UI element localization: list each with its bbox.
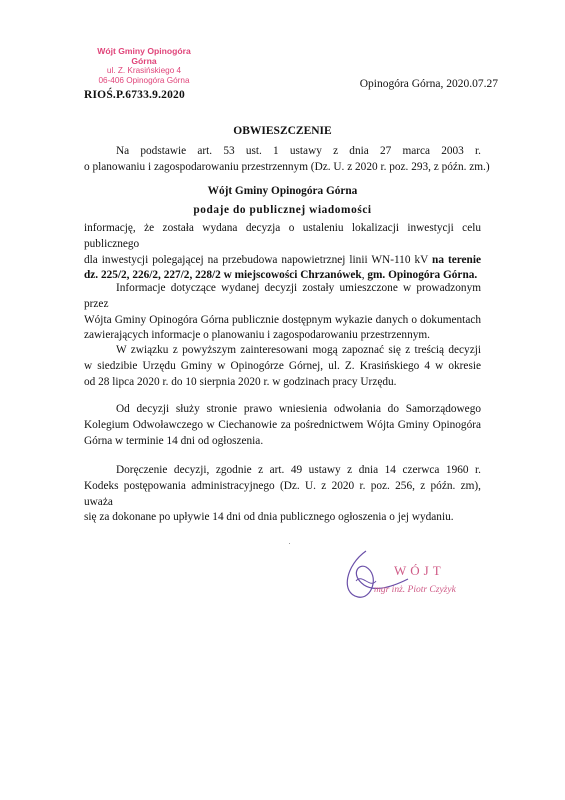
stamp-line: Wójt Gminy Opinogóra Górna bbox=[97, 46, 191, 66]
municipality-stamp bbox=[84, 47, 204, 85]
intro-paragraph bbox=[84, 144, 490, 176]
signature-block bbox=[336, 545, 496, 615]
stamp-line: ul. Z. Krasińskiego 4 bbox=[106, 66, 182, 76]
announcement-heading: podaje do publicznej wiadomości bbox=[193, 204, 372, 216]
paragraph-decision bbox=[84, 221, 481, 284]
text-span-bold: gm. Opinogóra Górna. bbox=[367, 269, 478, 282]
document-title: OBWIESZCZENIE bbox=[233, 125, 332, 137]
text-line: Kodeks postępowania administracyjnego (Dz. U. z 2020 r. poz. 256, z późn. zm), uważa bbox=[84, 479, 481, 508]
handwritten-signature bbox=[336, 545, 496, 615]
text-line: od 28 lipca 2020 r. do 10 sierpnia 2020 r. w godzinach pracy Urzędu. bbox=[84, 375, 397, 388]
stamp-line: 06-406 Opinogóra Górna bbox=[98, 75, 190, 85]
case-number: RIOŚ.P.6733.9.2020 bbox=[84, 89, 185, 101]
text-line bbox=[84, 253, 481, 269]
paragraph-access bbox=[84, 343, 481, 390]
text-span: dla inwestycji polegającej na przebudowa napowietrznej linii WN-110 kV bbox=[84, 253, 433, 266]
text-line: Górna w terminie 14 dni od ogłoszenia. bbox=[84, 434, 264, 447]
place-date: Opinogóra Górna, 2020.07.27 bbox=[359, 78, 498, 90]
paragraph-delivery bbox=[84, 463, 481, 526]
text-line: Od decyzji służy stronie prawo wniesienia odwołania do Samorządowego bbox=[116, 403, 481, 415]
signature-name: mgr inż. Piotr Czyżyk bbox=[374, 585, 456, 595]
text-line: w siedzibie Urzędu Gminy w Opinogórze Górnej, ul. Z. Krasińskiego 4 w okresie bbox=[84, 359, 481, 372]
text-line: się za dokonane po upływie 14 dni od dnia publicznego ogłoszenia o jej wydaniu. bbox=[84, 511, 454, 524]
text-line: Informacje dotyczące wydanej decyzji zostały umieszczone w prowadzonym przez bbox=[84, 282, 481, 310]
text-span-bold: dz. 225/2, 226/2, 227/2, 228/2 w miejscowości Chrzanówek bbox=[84, 269, 362, 282]
paragraph-information bbox=[84, 281, 481, 344]
paragraph-appeal bbox=[84, 402, 481, 449]
text-line: Wójta Gminy Opinogóra Górna publicznie dostępnym wykazie danych o dokumentach bbox=[84, 313, 481, 326]
text-line: Doręczenie decyzji, zgodnie z art. 49 ustawy z dnia 14 czerwca 1960 r. bbox=[116, 464, 481, 476]
text-span-bold: na terenie bbox=[432, 253, 481, 266]
text-line: Na podstawie art. 53 ust. 1 ustawy z dnia 27 marca 2003 r. bbox=[116, 145, 481, 157]
speck bbox=[289, 543, 290, 544]
authority-name: Wójt Gminy Opinogóra Górna bbox=[207, 185, 358, 197]
text-span: , bbox=[361, 269, 368, 282]
signature-title: WÓJT bbox=[394, 563, 445, 578]
text-line: zawierających informacje o planowaniu i zagospodarowaniu przestrzennym. bbox=[84, 329, 430, 342]
text-line: W związku z powyższym zainteresowani mogą zapoznać się z treścią decyzji bbox=[116, 344, 481, 356]
text-line: informację, że została wydana decyzja o ustaleniu lokalizacji inwestycji celu publicznego bbox=[84, 222, 481, 250]
text-line: Kolegium Odwoławczego w Ciechanowie za pośrednictwem Wójta Gminy Opinogóra bbox=[84, 418, 481, 431]
text-line: o planowaniu i zagospodarowaniu przestrzennym (Dz. U. z 2020 r. poz. 293, z późn. zm.) bbox=[84, 160, 490, 173]
